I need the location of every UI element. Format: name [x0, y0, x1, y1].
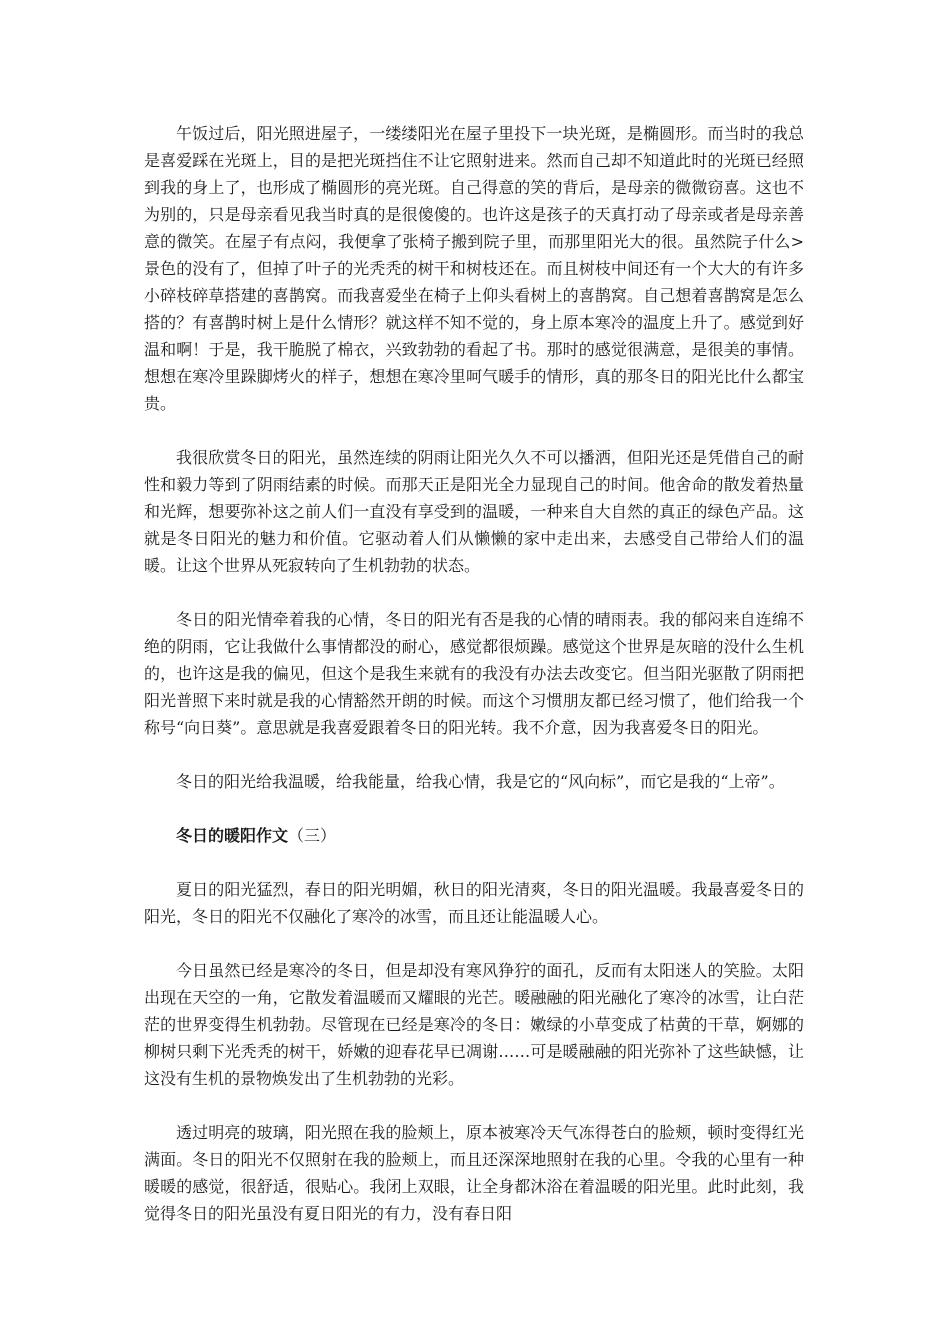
paragraph-1: 午饭过后，阳光照进屋子，一缕缕阳光在屋子里投下一块光斑，是椭圆形。而当时的我总是喜爱踩在光斑上，目的是把光斑挡住不让它照射进来。然而自己却不知道此时的光斑已经照到我的身上了，也形成了椭圆形的亮光斑。自己得意的笑的背后，是母亲的微微窃喜。这也不为别的，只是母亲看见我当时真的是很傻傻的。也许这是孩子的天真打动了母亲或者是母亲善意的微笑。在屋子有点闷，我便拿了张椅子搬到院子里，而那里阳光大的很。虽然院子什么>景色的没有了，但掉了叶子的光秃秃的树干和树枝还在。而且树枝中间还有一个大大的有许多小碎枝碎草搭建的喜鹊窝。而我喜爱坐在椅子上仰头看树上的喜鹊窝。自己想着喜鹊窝是怎么搭的？有喜鹊时树上是什么情形？就这样不知不觉的，身上原本寒冷的温度上升了。感觉到好温和啊！于是，我干脆脱了棉衣，兴致勃勃的看起了书。那时的感觉很满意，是很美的事情。想想在寒冷里跺脚烤火的样子，想想在寒冷里呵气暖手的情形，真的那冬日的阳光比什么都宝贵。 [144, 124, 804, 413]
section-heading-title: 冬日的暖阳作文 [176, 826, 289, 845]
section-heading-number: （三） [288, 826, 337, 845]
document-body [144, 120, 804, 1227]
paragraph-3: 冬日的阳光情牵着我的心情，冬日的阳光有否是我的心情的晴雨表。我的郁闷来自连绵不绝的阴雨，它让我做什么事情都没的耐心，感觉都很烦躁。感觉这个世界是灰暗的没什么生机的，也许这是我的偏见，但这个是我生来就有的我没有办法去改变它。但当阳光驱散了阴雨把阳光普照下来时就是我的心情豁然开朗的时候。而这个习惯朋友都已经习惯了，他们给我一个称号“向日葵”。意思就是我喜爱跟着冬日的阳光转。我不介意，因为我喜爱冬日的阳光。 [144, 610, 804, 737]
paragraph-6: 今日虽然已经是寒冷的冬日，但是却没有寒风狰狞的面孔，反而有太阳迷人的笑脸。太阳出现在天空的一角，它散发着温暖而又耀眼的光芒。暖融融的阳光融化了寒冷的冰雪，让白茫茫的世界变得生机勃勃。尽管现在已经是寒冷的冬日：嫩绿的小草变成了枯黄的干草，婀娜的柳树只剩下光秃秃的树干，娇嫩的迎春花早已凋谢……可是暖融融的阳光弥补了这些缺憾，让这没有生机的景物焕发出了生机勃勃的光彩。 [144, 961, 804, 1088]
section-heading [144, 822, 804, 849]
paragraph-2: 我很欣赏冬日的阳光，虽然连续的阴雨让阳光久久不可以播洒，但阳光还是凭借自己的耐性和毅力等到了阴雨结素的时候。而那天正是阳光全力显现自己的时间。他舍命的散发着热量和光辉，想要弥补这之前人们一直没有享受到的温暖，一种来自大自然的真正的绿色产品。这就是冬日阳光的魅力和价值。它驱动着人们从懒懒的家中走出来，去感受自己带给人们的温暖。让这个世界从死寂转向了生机勃勃的状态。 [144, 448, 804, 575]
paragraph-7: 透过明亮的玻璃，阳光照在我的脸颊上，原本被寒冷天气冻得苍白的脸颊，顿时变得红光满面。冬日的阳光不仅照射在我的脸颊上，而且还深深地照射在我的心里。令我的心里有一种暖暖的感觉，很舒适，很贴心。我闭上双眼，让全身都沐浴在着温暖的阳光里。此时此刻，我觉得冬日的阳光虽没有夏日阳光的有力，没有春日阳 [144, 1123, 804, 1223]
paragraph-4: 冬日的阳光给我温暖，给我能量，给我心情，我是它的“风向标”，而它是我的“上帝”。 [176, 772, 785, 791]
paragraph-5: 夏日的阳光猛烈，春日的阳光明媚，秋日的阳光清爽，冬日的阳光温暖。我最喜爱冬日的阳光，冬日的阳光不仅融化了寒冷的冰雪，而且还让能温暖人心。 [144, 880, 804, 926]
